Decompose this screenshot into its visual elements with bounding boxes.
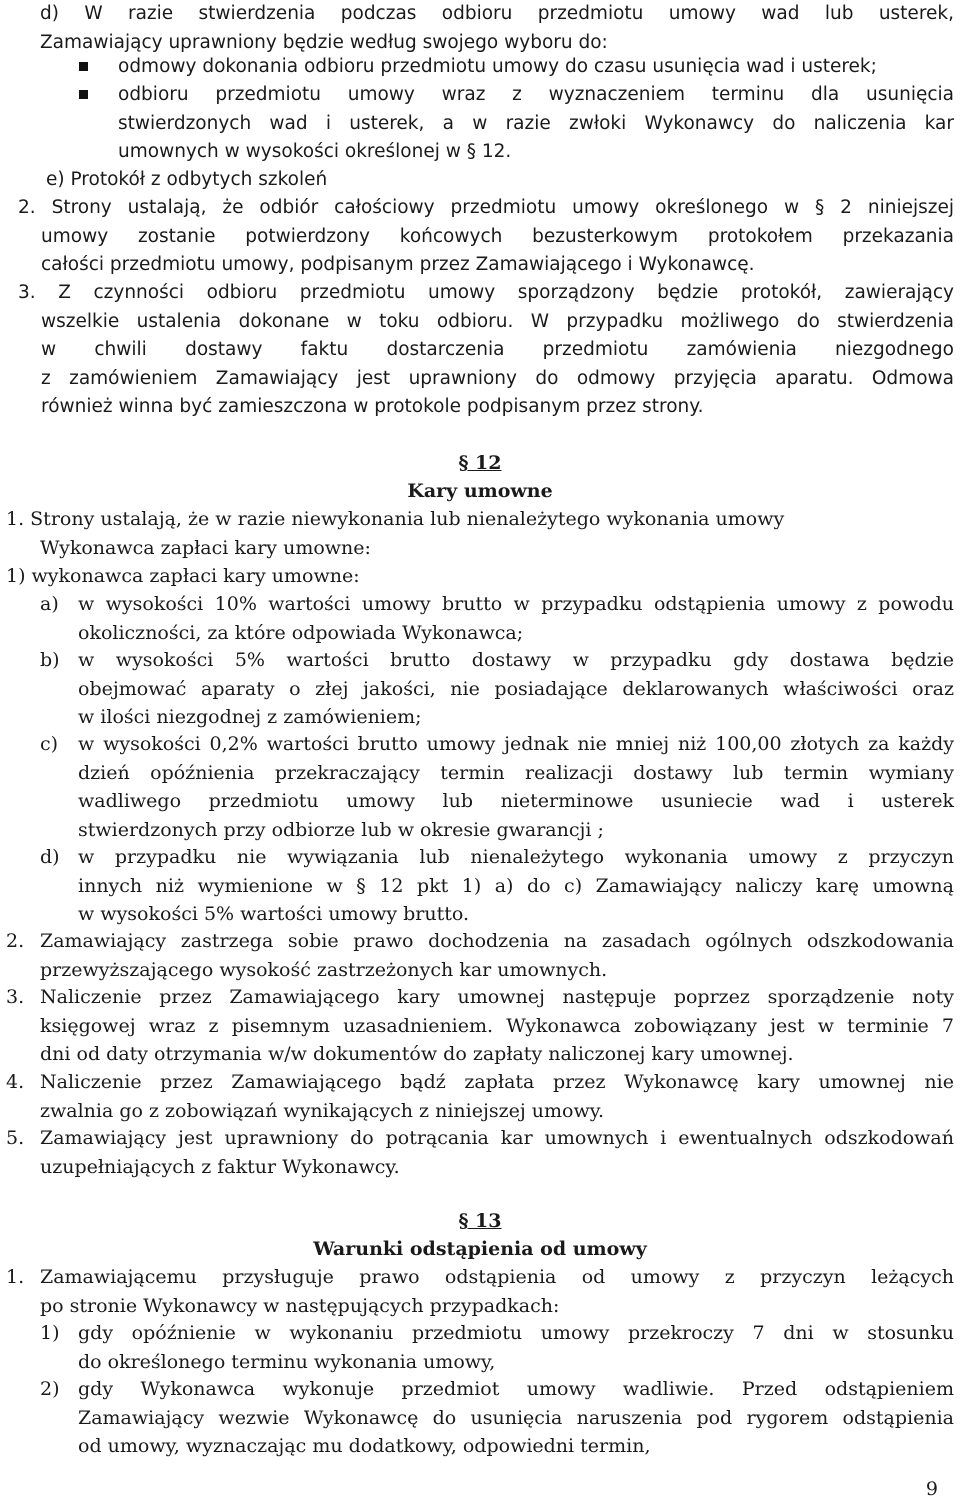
clause-e: [46, 166, 327, 195]
clause-d-line: Zamawiający uprawniony będzie według swojego wyboru do:: [40, 31, 608, 53]
point-label: 4.: [6, 1071, 25, 1093]
section-title-text: Warunki odstąpienia od umowy: [313, 1238, 647, 1260]
point-line: Naliczenie przez Zamawiającego bądź zapłata przez Wykonawcę kary umownej nie: [40, 1071, 954, 1093]
item-label: 2): [40, 1378, 60, 1400]
point-line: uzupełniających z faktur Wykonawcy.: [40, 1155, 400, 1178]
bullet-square-icon: [79, 62, 88, 71]
bullet-square-icon: [79, 90, 88, 99]
item-line: w wysokości 5% wartości umowy brutto.: [78, 903, 470, 925]
point-line: przewyższającego wysokość zastrzeżonych kar umownych.: [40, 958, 608, 981]
s12-point-5: [40, 1124, 954, 1181]
section-title-text: Kary umowne: [407, 480, 553, 502]
section-12-number: [0, 449, 960, 477]
s12-point-4: [40, 1068, 954, 1125]
item-line: gdy opóźnienie w wykonaniu przedmiotu umowy przekroczy 7 dni w stosunku: [78, 1322, 954, 1344]
clause-d-line: d) W razie stwierdzenia podczas odbioru przedmiotu umowy wad lub usterek,: [40, 3, 954, 24]
s12-item-a: [78, 590, 954, 647]
point-label: 2.: [6, 930, 25, 952]
item-label: d): [40, 846, 60, 868]
item-line: innych niż wymienione w § 12 pkt 1) a) do c) Zamawiający naliczy karę umowną: [78, 874, 954, 897]
paragraph-2: [18, 194, 954, 280]
paragraph-line: 3. Z czynności odbioru przedmiotu umowy sporządzony będzie protokół, zawierający: [18, 282, 954, 303]
paragraph-line: Wykonawca zapłaci kary umowne:: [40, 536, 371, 559]
item-line: od umowy, wyznaczając mu dodatkowy, odpowiedni termin,: [78, 1435, 651, 1457]
item-label: 1): [40, 1322, 60, 1344]
item-line: gdy Wykonawca wykonuje przedmiot umowy wadliwie. Przed odstąpieniem: [78, 1378, 954, 1400]
item-label: c): [40, 733, 59, 755]
item-line: Zamawiający wezwie Wykonawcę do usunięcia naruszenia pod rygorem odstąpienia: [78, 1406, 954, 1429]
paragraph-line: 1) wykonawca zapłaci kary umowne:: [6, 565, 360, 587]
section-number-text: § 12: [458, 452, 502, 474]
point-line: dni od daty otrzymania w/w dokumentów do zapłaty naliczonej kary umownej.: [40, 1043, 794, 1065]
section-12-title: [0, 477, 960, 505]
clause-e-line: e) Protokół z odbytych szkoleń: [46, 169, 328, 190]
point-line: zwalnia go z zobowiązań wynikających z niniejszej umowy.: [40, 1099, 604, 1122]
paragraph-line: z zamówieniem Zamawiający jest uprawniony do odmowy przyjęcia aparatu. Odmowa: [41, 367, 954, 389]
item-line: w wysokości 0,2% wartości brutto umowy jednak nie mniej niż 100,00 złotych za każdy: [78, 733, 954, 755]
item-line: okoliczności, za które odpowiada Wykonawca;: [78, 621, 524, 644]
paragraph-line: w chwili dostawy faktu dostarczenia przedmiotu zamówienia niezgodnego: [41, 339, 954, 360]
page-number: 9: [925, 1478, 938, 1500]
paragraph-line: również winna być zamieszczona w protokole podpisanym przez strony.: [41, 396, 704, 417]
paragraph-line: wszelkie ustalenia dokonane w toku odbioru. W przypadku możliwego do stwierdzenia: [41, 310, 954, 332]
bullet-line: stwierdzonych wad i usterek, a w razie zwłoki Wykonawcy do naliczenia kar: [118, 112, 954, 134]
section-13-number: [0, 1207, 960, 1235]
s12-item-d: [78, 843, 954, 929]
item-line: w wysokości 10% wartości umowy brutto w przypadku odstąpienia umowy z powodu: [78, 593, 954, 615]
item-line: w ilości niezgodnej z zamówieniem;: [78, 706, 422, 728]
point-line: Naliczenie przez Zamawiającego kary umownej następuje poprzez sporządzenie noty: [40, 986, 954, 1008]
point-line: Zamawiający jest uprawniony do potrącania kar umownych i ewentualnych odszkodowań: [40, 1127, 954, 1149]
section-13-title: [0, 1235, 960, 1263]
bullet-line: odmowy dokonania odbioru przedmiotu umowy do czasu usunięcia wad i usterek;: [118, 56, 877, 77]
point-label: 1.: [6, 1266, 25, 1288]
point-line: Zamawiającemu przysługuje prawo odstąpienia od umowy z przyczyn leżących: [40, 1266, 954, 1288]
item-line: obejmować aparaty o złej jakości, nie posiadające deklarowanych właściwości oraz: [78, 677, 954, 700]
point-line: po stronie Wykonawcy w następujących przypadkach:: [40, 1294, 560, 1317]
bullet-line: odbioru przedmiotu umowy wraz z wyznaczeniem terminu dla usunięcia: [118, 84, 954, 105]
bullet-line: umownych w wysokości określonej w § 12.: [118, 141, 512, 162]
point-label: 5.: [6, 1127, 25, 1149]
s12-point-2: [40, 927, 954, 984]
s13-item-2: [78, 1375, 954, 1461]
point-line: Zamawiający zastrzega sobie prawo dochodzenia na zasadach ogólnych odszkodowania: [40, 930, 954, 952]
item-line: w wysokości 5% wartości brutto dostawy w przypadku gdy dostawa będzie: [78, 649, 954, 671]
item-label: a): [40, 593, 59, 615]
s12-intro: [6, 505, 846, 562]
paragraph-line: 2. Strony ustalają, że odbiór całościowy przedmiotu umowy określonego w § 2 niniejszej: [18, 197, 954, 218]
bullet-item: [118, 81, 954, 167]
s13-point-1: [40, 1263, 954, 1320]
s13-item-1: [78, 1319, 954, 1376]
item-line: do określonego terminu wykonania umowy,: [78, 1350, 496, 1373]
item-line: dzień opóźnienia przekraczający termin realizacji dostawy lub termin wymiany: [78, 761, 954, 784]
paragraph-line: 1. Strony ustalają, że w razie niewykonania lub nienależytego wykonania umowy: [6, 508, 785, 530]
item-line: stwierdzonych przy odbiorze lub w okresie gwarancji ;: [78, 818, 604, 841]
clause-d: [40, 0, 954, 57]
paragraph-line: umowy zostanie potwierdzony końcowych bezusterkowym protokołem przekazania: [41, 225, 954, 247]
section-number-text: § 13: [458, 1210, 502, 1232]
item-line: wadliwego przedmiotu umowy lub nieterminowe usuniecie wad i usterek: [78, 790, 954, 812]
s12-point-3: [40, 983, 954, 1069]
point-label: 3.: [6, 986, 25, 1008]
paragraph-3: [18, 279, 954, 422]
bullet-item: [118, 53, 954, 82]
s12-item-c: [78, 730, 954, 844]
paragraph-line: całości przedmiotu umowy, podpisanym przez Zamawiającego i Wykonawcę.: [41, 254, 755, 275]
item-line: w przypadku nie wywiązania lub nienależytego wykonania umowy z przyczyn: [78, 846, 954, 868]
point-line: księgowej wraz z pisemnym uzasadnieniem. Wykonawca zobowiązany jest w terminie 7: [40, 1014, 954, 1037]
item-label: b): [40, 649, 60, 671]
s12-sub1: [6, 562, 360, 591]
s12-item-b: [78, 646, 954, 732]
